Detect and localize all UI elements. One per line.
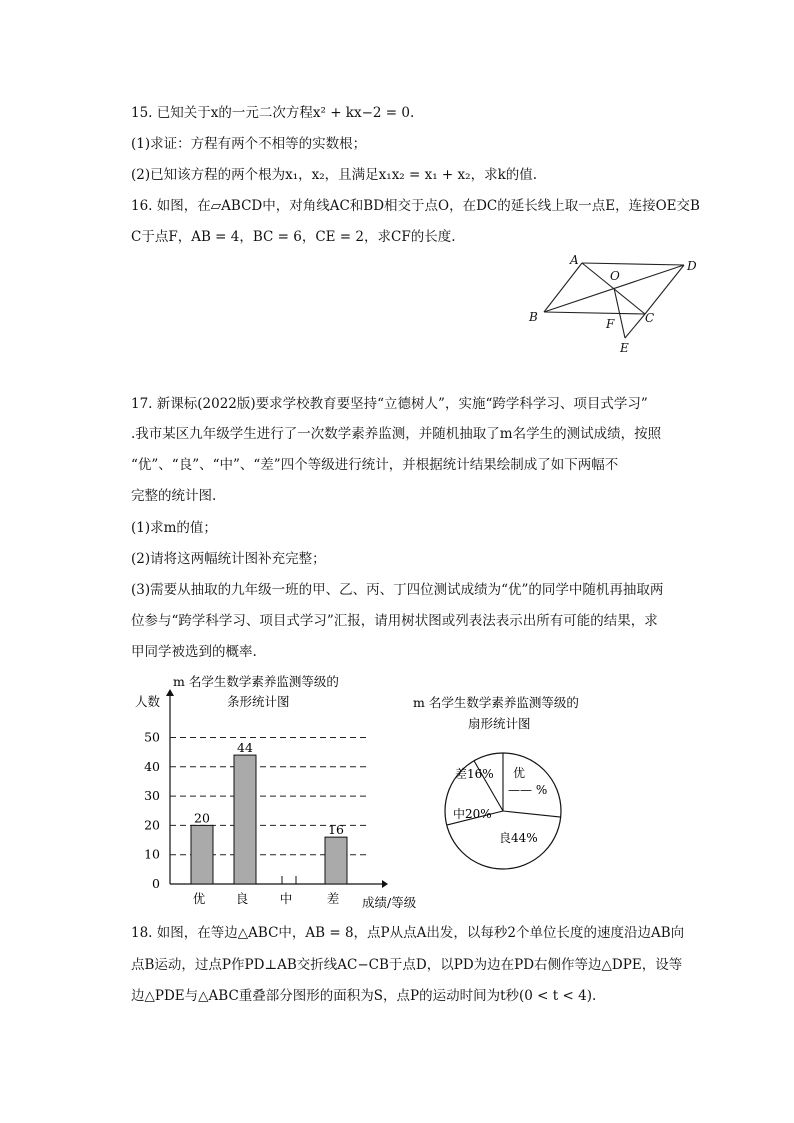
q17-line1: 17. 新课标(2022版)要求学校教育要坚持“立德树人”，实施“跨学科学习、项目式学习” — [131, 396, 648, 412]
label-C: C — [645, 311, 655, 325]
y-tick-label: 20 — [144, 817, 160, 833]
q17-part3-line3: 甲同学被选到的概率. — [131, 644, 257, 660]
q17-part3-line2: 位参与“跨学科学习、项目式学习”汇报，请用树状图或列表法表示出所有可能的结果，求 — [131, 613, 658, 629]
x-axis-arrow — [382, 880, 388, 888]
pie-slice-value-blank: —— % — [508, 783, 548, 797]
q16-line2: C于点F，AB = 4，BC = 6，CE = 2，求CF的长度. — [131, 229, 456, 245]
label-D: D — [687, 259, 697, 273]
bar — [234, 755, 256, 884]
label-F: F — [606, 317, 615, 331]
y-tick-label: 0 — [152, 876, 160, 891]
q17-line2: .我市某区九年级学生进行了一次数学素养监测，并随机抽取了m名学生的测试成绩，按照 — [131, 426, 662, 442]
bar-value-label: 44 — [237, 740, 253, 756]
q18-line1: 18. 如图，在等边△ABC中，AB = 8，点P从点A出发，以每秒2个单位长度的速度沿边AB向 — [131, 925, 685, 941]
x-tick-label: 差 — [326, 891, 340, 906]
y-tick-label: 50 — [144, 729, 160, 745]
q17-line4: 完整的统计图. — [131, 488, 217, 504]
bar-chart-xlabel: 成绩/等级 — [362, 895, 417, 910]
x-tick-label: 优 — [192, 891, 206, 906]
bar-chart-subtitle: 条形统计图 — [227, 694, 290, 709]
bar-chart-title: m 名学生数学素养监测等级的 — [173, 674, 339, 689]
q18-line3: 边△PDE与△ABC重叠部分图形的面积为S，点P的运动时间为t秒(0 < t < 4). — [131, 988, 597, 1004]
bar — [191, 825, 213, 884]
y-axis-arrow — [166, 689, 174, 696]
bar-chart — [130, 670, 417, 920]
bar-value-label: 20 — [194, 810, 210, 826]
q16-line1: 16. 如图，在▱ABCD中，对角线AC和BD相交于点O，在DC的延长线上取一点E，连接OE交B — [131, 198, 700, 214]
bar — [325, 837, 347, 884]
q15-stem: 15. 已知关于x的一元二次方程x² + kx−2 = 0. — [131, 105, 415, 121]
y-tick-label: 30 — [144, 788, 160, 804]
q17-part2: (2)请将这两幅统计图补充完整； — [131, 551, 326, 567]
q17-line3: “优”、“良”、“中”、“差”四个等级进行统计，并根据统计结果绘制成了如下两幅不 — [131, 457, 619, 473]
pie-slice-label: 中20% — [453, 807, 492, 821]
pie-slice-label: 优 — [513, 766, 526, 780]
pie-slice-label: 差16% — [455, 767, 494, 781]
bar-chart-ylabel: 人数 — [135, 694, 161, 709]
pie-chart-title: m 名学生数学素养监测等级的 — [413, 695, 579, 710]
pie-chart-subtitle: 扇形统计图 — [468, 716, 531, 731]
label-O: O — [610, 269, 620, 283]
q15-part1: (1)求证：方程有两个不相等的实数根； — [131, 136, 367, 152]
y-tick-label: 10 — [144, 846, 160, 862]
q18-line2: 点B运动，过点P作PD⊥AB交折线AC−CB于点D，以PD为边在PD右侧作等边△DPE，设等 — [131, 957, 683, 973]
label-E: E — [620, 341, 629, 355]
q17-part1: (1)求m的值； — [131, 520, 217, 536]
pie-chart — [405, 688, 615, 888]
bar-value-label: 16 — [328, 822, 344, 838]
pie-slice-label: 良44% — [499, 831, 538, 845]
parallelogram-figure — [520, 250, 710, 360]
label-A: A — [570, 253, 579, 267]
y-tick-label: 40 — [144, 758, 160, 774]
x-tick-label: 中 — [279, 891, 293, 906]
label-B: B — [529, 310, 538, 324]
x-tick-label: 良 — [235, 891, 249, 906]
q17-part3-line1: (3)需要从抽取的九年级一班的甲、乙、丙、丁四位测试成绩为“优”的同学中随机再抽取两 — [131, 582, 664, 598]
q15-part2: (2)已知该方程的两个根为x₁，x₂，且满足x₁x₂ = x₁ + x₂，求k的值. — [131, 167, 538, 183]
